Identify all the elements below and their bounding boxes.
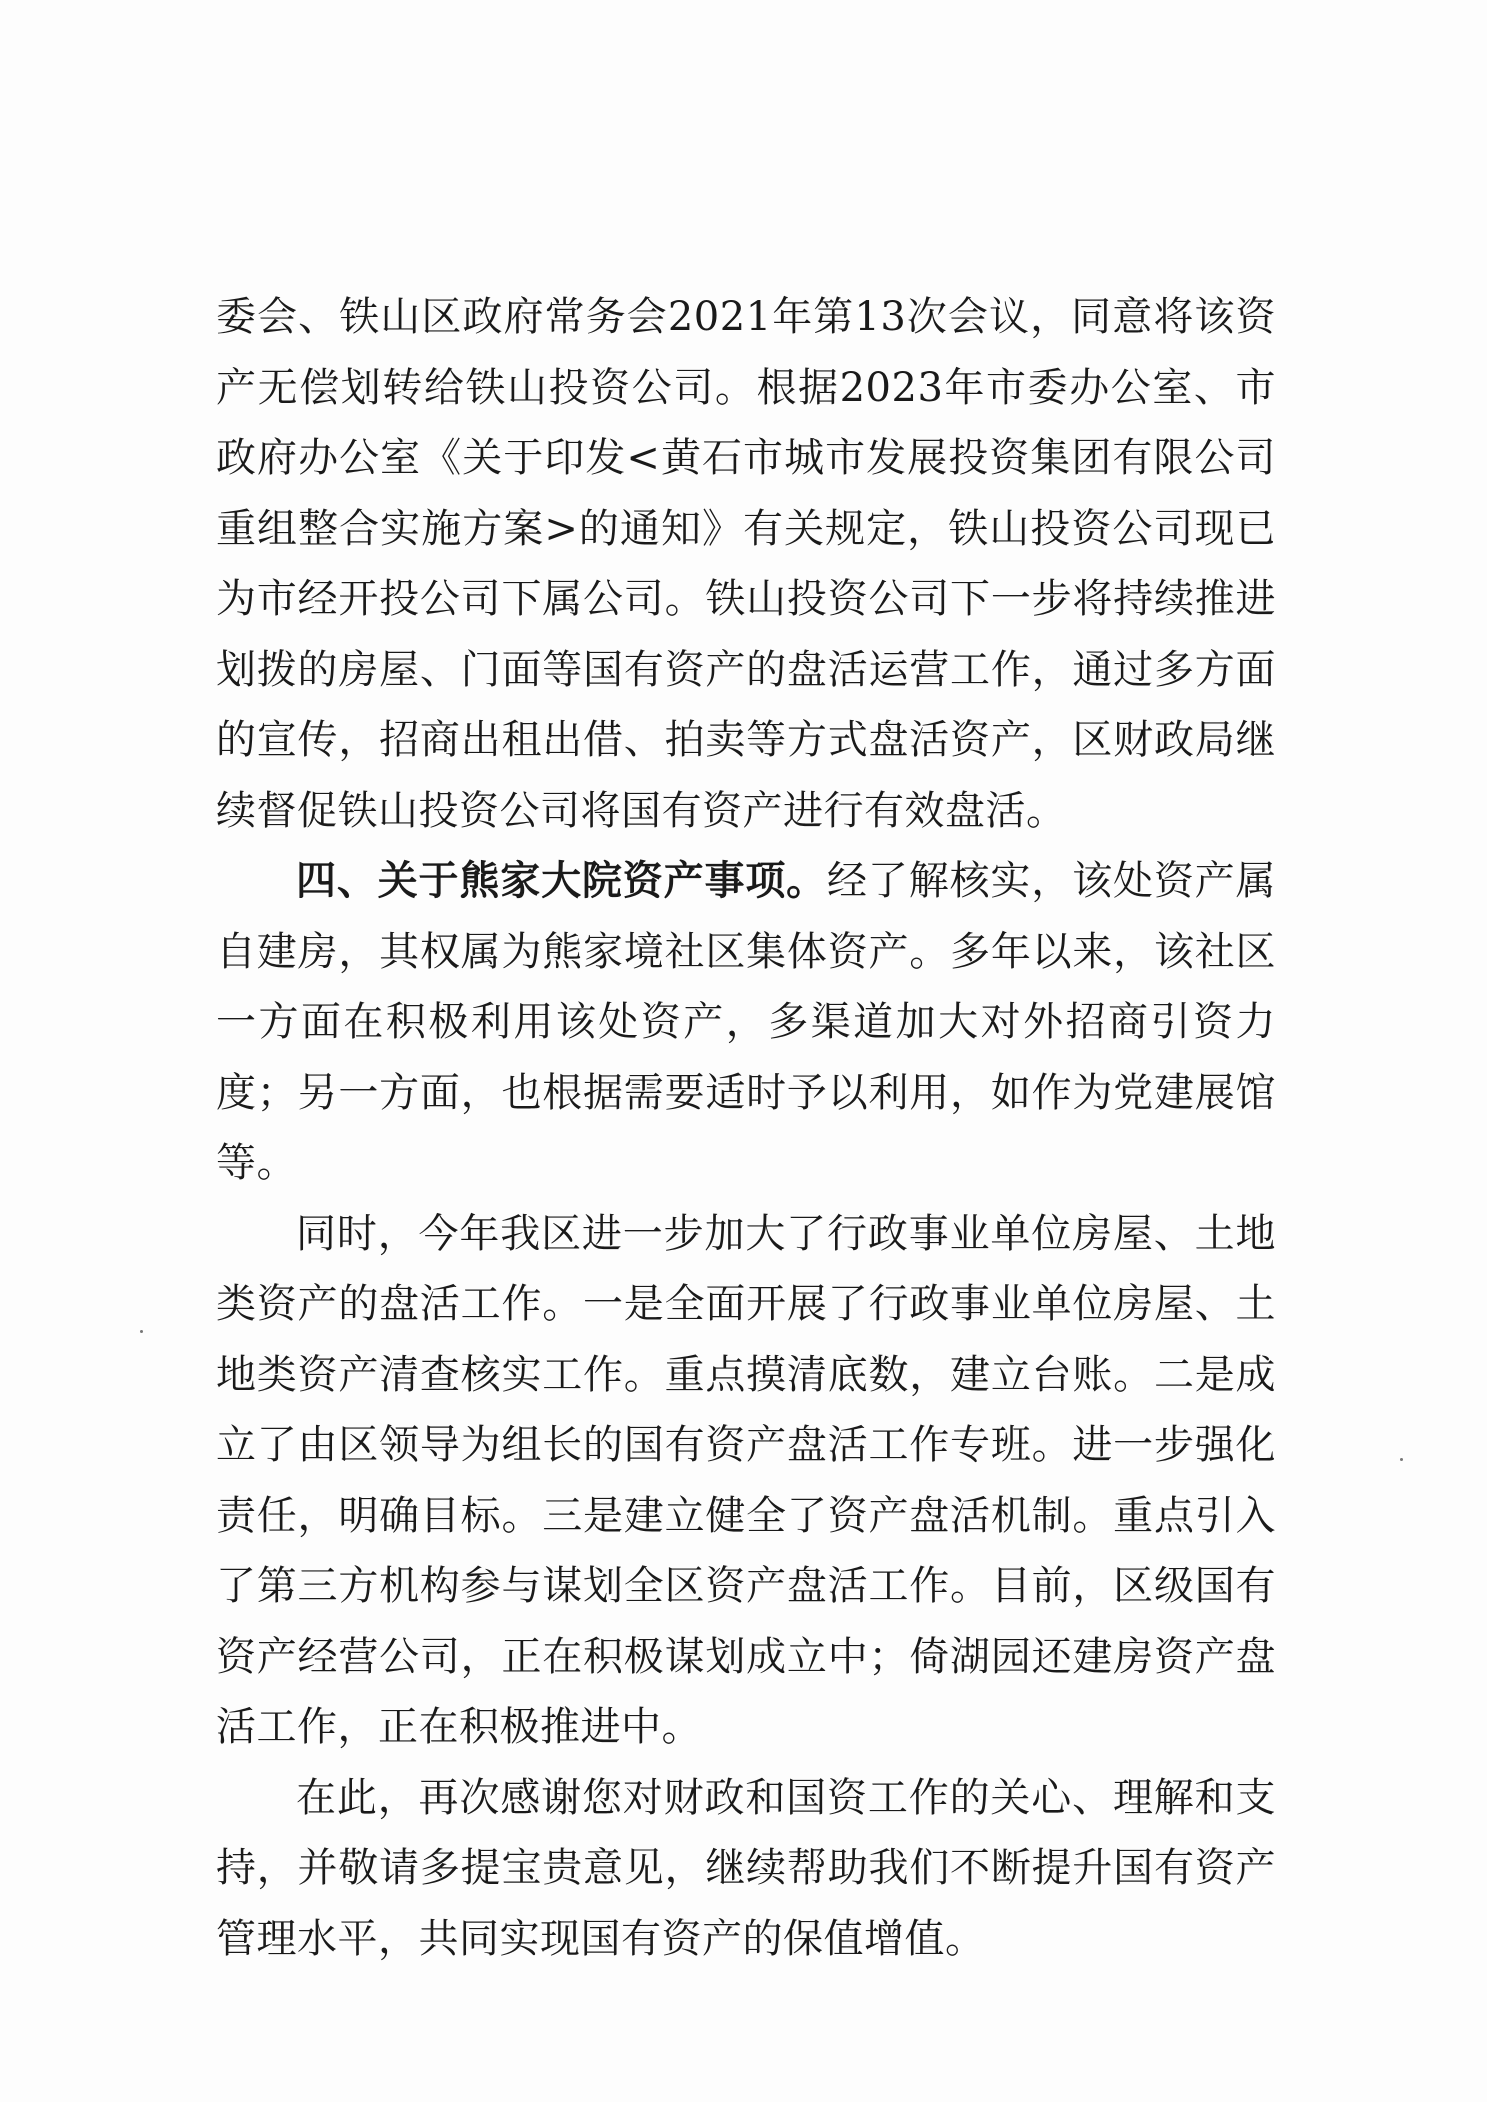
paragraph-4: [216, 1763, 1276, 1975]
paragraph-3-text: 同时，今年我区进一步加大了行政事业单位房屋、土地类资产的盘活工作。一是全面开展了行政事业单位房屋、土地类资产清查核实工作。重点摸清底数，建立台账。二是成立了由区领导为组长的国有资产盘活工作专班。进一步强化责任，明确目标。三是建立健全了资产盘活机制。重点引入了第三方机构参与谋划全区资产盘活工作。目前，区级国有资产经营公司，正在积极谋划成立中；倚湖园还建房资产盘活工作，正在积极推进中。: [216, 1210, 1276, 1750]
scan-speck: [140, 1330, 143, 1333]
section-heading-4: 四、关于熊家大院资产事项。: [296, 858, 828, 904]
paragraph-1: [216, 282, 1276, 846]
paragraph-2: [216, 846, 1276, 1199]
paragraph-1-text: 委会、铁山区政府常务会2021年第13次会议，同意将该资产无偿划转给铁山投资公司。根据2023年市委办公室、市政府办公室《关于印发<黄石市城市发展投资集团有限公司重组整合实施方案>的通知》有关规定，铁山投资公司现已为市经开投公司下属公司。铁山投资公司下一步将持续推进划拨的房屋、门面等国有资产的盘活运营工作，通过多方面的宣传，招商出租出借、拍卖等方式盘活资产，区财政局继续督促铁山投资公司将国有资产进行有效盘活。: [216, 294, 1276, 834]
paragraph-3: [216, 1199, 1276, 1763]
paragraph-2-text: 经了解核实，该处资产属自建房，其权属为熊家境社区集体资产。多年以来，该社区一方面在积极利用该处资产，多渠道加大对外招商引资力度；另一方面，也根据需要适时予以利用，如作为党建展馆等。: [216, 858, 1277, 1186]
scan-speck: [1400, 1458, 1403, 1461]
document-body: [216, 282, 1276, 1974]
paragraph-4-text: 在此，再次感谢您对财政和国资工作的关心、理解和支持，并敬请多提宝贵意见，继续帮助我们不断提升国有资产管理水平，共同实现国有资产的保值增值。: [216, 1774, 1276, 1962]
